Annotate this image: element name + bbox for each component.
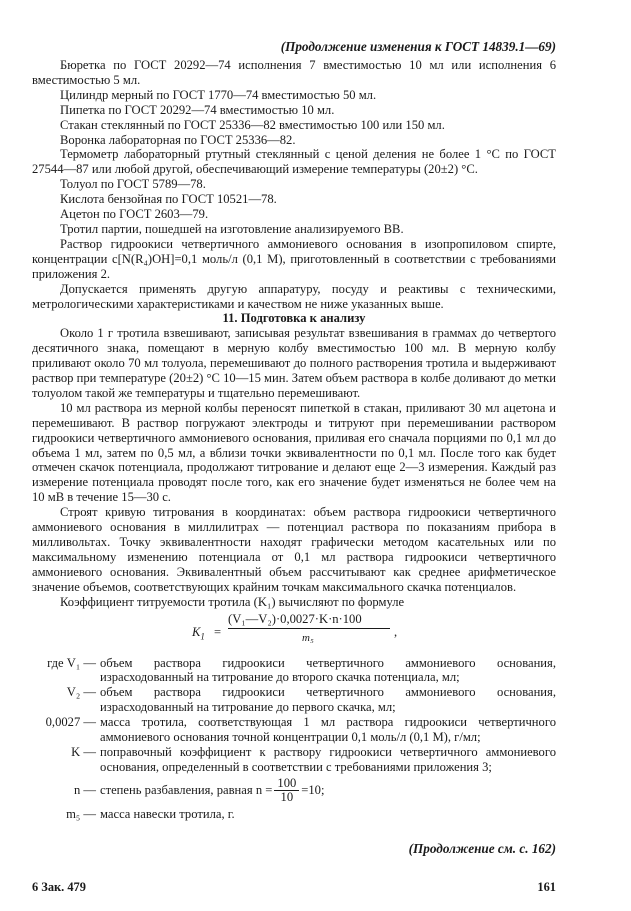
n-text: степень разбавления, равная n = [100, 783, 273, 798]
definition-symbol-m: m₅ — [66, 806, 96, 821]
formula-intro: Коэффициент титруемости тротила (K₁) вычисляют по формуле [60, 594, 405, 609]
definition-symbol: где V₁ — [47, 655, 96, 670]
formula-numerator: (V₁—V₂)·0,0027·K·n·100 [228, 611, 362, 626]
body-paragraph: Около 1 г тротила взвешивают, записывая результат взвешивания в граммах до четвертого десятичного знака, помещают в мерную колбу вместимостью 100 мл. В мерную колбу приливают около 70 мл толуола, перемешивают до полного растворения тротила и выдерживают раствор при температуре (20±2) °С 10—15 мин. Затем объем раствора в колбе доливают до метки толуолом такой же температуры и тщательно перемешивают. [32, 326, 556, 400]
formula-denominator: m₅ [302, 631, 314, 644]
definition-symbol: K — [71, 744, 96, 759]
section-title: 11. Подготовка к анализу [222, 311, 366, 326]
definition-list [32, 656, 556, 822]
equipment-item: Стакан стеклянный по ГОСТ 25336—82 вместимостью 100 или 150 мл. [60, 117, 445, 132]
print-order-mark: 6 Зак. 479 [32, 880, 86, 894]
dilution-fraction [274, 777, 299, 804]
equipment-item: Термометр лабораторный ртутный стеклянный с ценой деления не более 1 °С по ГОСТ 27544—87 или любой другой, обеспечивающий измерение температуры (20±2) °С. [32, 147, 556, 177]
body-paragraph: 10 мл раствора из мерной колбы переносят пипеткой в стакан, приливают 30 мл ацетона и перемешивают. В раствор погружают электроды и титруют при перемешивании раствором гидроокиси четвертичного аммониевого основания, приливая его сначала порциями по 0,1 мл до объема 1 мл, затем по 0,5 мл, а вблизи точки эквивалентности по 0,1 мл. После того как будет отмечен скачок потенциала, продолжают титрование и делают еще 2—3 измерения. Каждый раз измерение потенциала проводят после того, как его значение будет изменяться не более чем на 10 мВ в течение 15—30 с. [32, 400, 556, 505]
definition-symbol: 0,0027 — [45, 715, 96, 730]
formula-comma: , [394, 624, 398, 639]
fraction-numerator: 100 [274, 777, 299, 791]
equipment-item: Цилиндр мерный по ГОСТ 1770—74 вместимостью 50 мл. [60, 87, 377, 102]
body-paragraph: Строят кривую титрования в координатах: объем раствора гидроокиси четвертичного аммониевого основания в миллилитрах — потенциал раствора по показаниям прибора в милливольтах. Точку эквивалентности находят графически методом касательных или по максимальному изменению потенциала от 0,1 мл раствора гидроокиси четвертичного аммониевого основания. Эквивалентный объем рассчитывают как среднее арифметическое значение объемов, соответствующих крайним точкам максимального скачка потенциалов. [32, 505, 556, 594]
fraction-denominator: 10 [280, 790, 294, 805]
definition-text-m: масса навески тротила, г. [100, 806, 235, 821]
definition-symbol: V₂ — [66, 685, 96, 700]
continuation-note: (Продолжение см. с. 162) [408, 841, 556, 856]
definition-text: объем раствора гидроокиси четвертичного аммониевого основания, израсходованный на титрование до первого скачка, мл; [100, 685, 556, 715]
reagent-item: Тротил партии, пошедшей на изготовление анализируемого ВВ. [60, 221, 404, 236]
equipment-item: Пипетка по ГОСТ 20292—74 вместимостью 10 мл. [60, 102, 335, 117]
n-result: =10; [301, 783, 325, 798]
fraction-bar [228, 628, 390, 629]
document-body [32, 58, 556, 822]
reagent-item: Раствор гидроокиси четвертичного аммониевого основания в изопропиловом спирте, концентрации c[N(R₄)OH]=0,1 моль/л (0,1 М), приготовленный в соответствии с требованиями приложения 2. [32, 236, 556, 281]
formula-equals: = [214, 624, 222, 639]
substitution-note: Допускается применять другую аппаратуру, посуду и реактивы с техническими, метрологическими характеристиками и качеством не ниже указанных выше. [32, 281, 556, 311]
reagent-item: Ацетон по ГОСТ 2603—79. [60, 207, 209, 222]
equipment-item: Бюретка по ГОСТ 20292—74 исполнения 7 вместимостью 10 мл или исполнения 6 вместимостью 5 мл. [32, 58, 556, 87]
definition-text: масса тротила, соответствующая 1 мл раствора гидроокиси четвертичного аммониевого основания точной концентрации 0,1 моль/л (0,1 М), г/мл; [100, 715, 556, 745]
formula-lhs: $K_1$ [192, 624, 205, 642]
definition-symbol-n: n — [73, 783, 96, 798]
formula-k1 [32, 612, 556, 652]
reagent-item: Кислота бензойная по ГОСТ 10521—78. [60, 192, 277, 207]
page-number: 161 [537, 880, 556, 894]
document-page [32, 0, 556, 911]
definition-text: поправочный коэффициент к раствору гидроокиси четвертичного аммониевого основания, определенный в соответствии с требованиями приложения 3; [100, 744, 556, 774]
definition-text: объем раствора гидроокиси четвертичного аммониевого основания, израсходованный на титрование до второго скачка потенциала, мл; [100, 655, 556, 685]
reagent-item: Толуол по ГОСТ 5789—78. [60, 177, 206, 192]
definition-n [100, 775, 556, 807]
continuation-header: (Продолжение изменения к ГОСТ 14839.1—69) [280, 39, 556, 54]
equipment-item: Воронка лабораторная по ГОСТ 25336—82. [60, 132, 296, 147]
